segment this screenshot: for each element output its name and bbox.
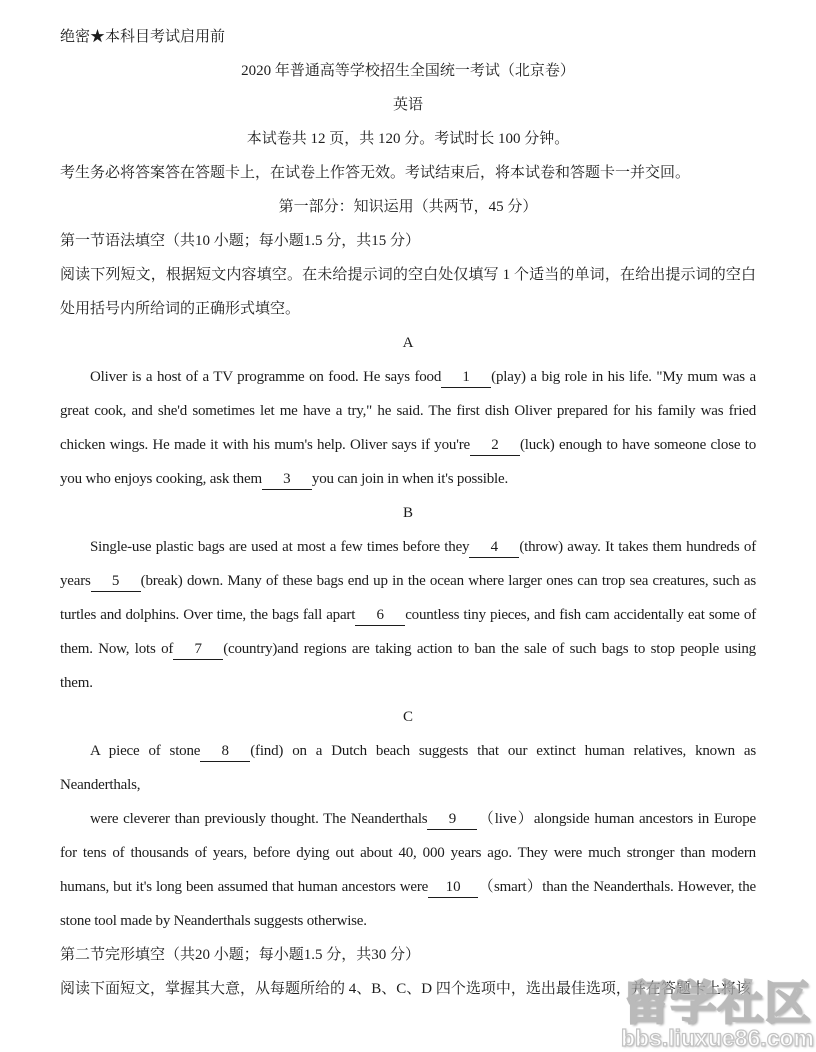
section1-heading: 第一节语法填空（共10 小题；每小题1.5 分，共15 分）: [60, 233, 421, 249]
section2-heading: 第二节完形填空（共20 小题；每小题1.5 分，共30 分）: [60, 947, 421, 963]
blank-4: 4: [469, 538, 519, 558]
blank-8: 8: [200, 742, 250, 762]
passage-paragraph: were cleverer than previously thought. The Neanderthals 9 （live）alongside human ancestors in Europe for tens of thousands of years, before dying out about 40, 000 years ago. They were much stronger than modern humans, but it's long been assumed that human ancestors were 10 （smart）than the Neanderthals. However, the stone tool made by Neanderthals suggests otherwise.: [60, 811, 756, 929]
blank-5: 5: [91, 572, 141, 592]
exam-title: 2020 年普通高等学校招生全国统一考试（北京卷）: [241, 63, 575, 79]
candidate-notice: 考生务必将答案答在答题卡上，在试卷上作答无效。考试结束后，将本试卷和答题卡一并交回。: [60, 165, 691, 181]
passage-paragraph: A piece of stone 8 (find) on a Dutch beach suggests that our extinct human relatives, known as Neanderthals,: [60, 743, 757, 793]
blank-3: 3: [262, 470, 312, 490]
passage-paragraph: Single-use plastic bags are used at most a few times before they 4 (throw) away. It takes them hundreds of years 5 (break) down. Many of these bags end up in the ocean where larger ones can trop sea creatures, such as turtles and dolphins. Over time, the bags fall apart 6 countless tiny pieces, and fish cam accidentally eat some of them. Now, lots of 7 (country)and regions are taking action to ban the sale of such bags to stop people using them.: [60, 539, 756, 691]
exam-info: 本试卷共 12 页，共 120 分。考试时长 100 分钟。: [246, 131, 570, 147]
security-notice: 绝密★本科目考试启用前: [60, 29, 226, 45]
passages-container: [60, 326, 756, 938]
section1-instructions: 阅读下列短文，根据短文内容填空。在未给提示词的空白处仅填写 1 个适当的单词，在给出提示词的空白处用括号内所给词的正确形式填空。: [60, 267, 756, 317]
part1-heading: 第一部分：知识运用（共两节，45 分）: [278, 199, 538, 215]
blank-2: 2: [470, 436, 520, 456]
blank-1: 1: [441, 368, 491, 388]
passage-label-A: A: [402, 335, 414, 351]
section2-instructions: 阅读下面短文，掌握其大意，从每题所给的 4、B、C、D 四个选项中，选出最佳选项，并在答题卡上将该: [60, 981, 751, 997]
blank-7: 7: [173, 640, 223, 660]
passage-label-B: B: [402, 505, 413, 521]
passage-paragraph: Oliver is a host of a TV programme on food. He says food 1 (play) a big role in his life. "My mum was a great cook, and she'd sometimes let me have a try," he said. The first dish Oliver prepared for his family was fried chicken wings. He made it with his mum's help. Oliver says if you're 2 (luck) enough to have someone close to you who enjoys cooking, ask them 3 you can join in when it's possible.: [60, 360, 756, 496]
blank-9: 9: [427, 810, 477, 830]
watermark-url: bbs.liuxue86.com: [620, 1025, 814, 1051]
passage-label-C: C: [402, 709, 413, 725]
blank-10: 10: [428, 878, 478, 898]
watermark-logo: 留学社区: [623, 977, 812, 1029]
blank-6: 6: [355, 606, 405, 626]
subject-title: 英语: [392, 97, 423, 113]
